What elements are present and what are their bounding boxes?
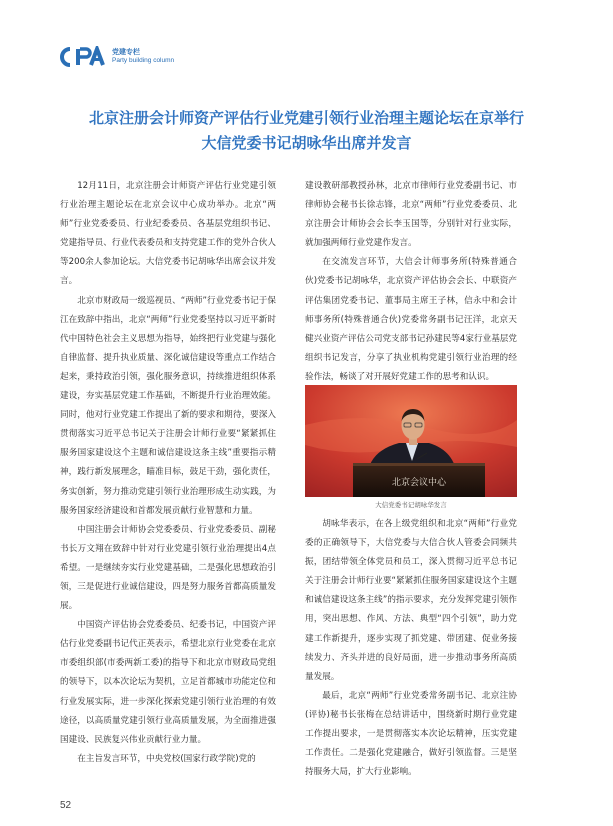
column-title: 党建专栏 (112, 48, 140, 56)
speaker-photo (305, 385, 517, 497)
paragraph: 胡咏华表示，在各上级党组织和北京“两师”行业党委的正确领导下，大信党委与大信合伙人管委会同频共振，团结带领全体党员和员工，深入贯彻习近平总书记关于注册会计师行业要“紧紧抓住服务国家建设这个主题和诚信建设这条主线”的指示要求，充分发挥党建引领作用，突出思想、作风、方法、典型“四个引领”，助力党建工作新提升，逐步实现了抓党建、带团建、促业务接续发力、齐头并进的良好局面，进一步推动事务所高质量发展。 (305, 519, 517, 682)
podium-sign-text: 北京会议中心 (391, 478, 447, 488)
left-column (60, 177, 276, 769)
right-column-bottom (305, 515, 517, 782)
article-title-line-2: 大信党委书记胡咏华出席并发言 (201, 134, 412, 152)
right-column-top (305, 177, 517, 387)
paragraph: 北京市财政局一级巡视员、“两师”行业党委书记于保江在致辞中指出，北京“两师”行业党委坚持以习近平新时代中国特色社会主义思想为指导，始终把行业党建与强化自律监督、提升执业质量、深化诚信建设等重点工作结合起来，秉持政治引领，强化服务意识，持续推进组织体系建设，夯实基层党建工作基础，不断提升行业治理效能。同时，他对行业党建工作提出了新的要求和期待，要深入贯彻落实习近平总书记关于注册会计师行业要“紧紧抓住服务国家建设这个主题和诚信建设这条主线”重要指示精神，践行新发展理念，瞄准目标，鼓足干劲，强化责任，务实创新，努力推动党建引领行业治理形成生动实践，为服务国家经济建设和首都发展贡献行业智慧和力量。 (60, 295, 276, 516)
cpa-logo-icon (60, 46, 108, 68)
paragraph: 在交流发言环节，大信会计师事务所(特殊普通合伙)党委书记胡咏华，北京资产评估协会会长、中联资产评估集团党委书记、董事局主席王子林，信永中和会计师事务所(特殊普通合伙)党委常务副书记汪洋，北京天健兴业资产评估公司党支部书记孙建民等4家行业基层党组织书记发言，分享了执业机构党建引领行业治理的经验作法，畅谈了对开展好党建工作的思考和认识。 (305, 257, 517, 382)
paragraph: 12月11日，北京注册会计师资产评估行业党建引领行业治理主题论坛在北京会议中心成功举办。北京“两师”行业党委委员、行业纪委委员、各基层党组织书记、党建指导员、行业代表委员和支持党建工作的党外合伙人等200余人参加论坛。大信党委书记胡咏华出席会议并发言。 (60, 181, 276, 287)
article-title-line-1: 北京注册会计师资产评估行业党建引领行业治理主题论坛在京举行 (88, 109, 524, 127)
column-subtitle: Party building column (112, 57, 175, 64)
photo-caption: 大信党委书记胡咏华发言 (375, 501, 447, 509)
paragraph: 最后，北京“两师”行业党委常务副书记、北京注协(评协)秘书长张梅在总结讲话中，围绕新时期行业党建工作提出要求，一是贯彻落实本次论坛精神，压实党建工作责任。二是强化党建融合，做好引领监督。三是坚持服务大局，扩大行业影响。 (305, 690, 517, 778)
paragraph: 建设教研部教授孙林，北京市律师行业党委副书记、市律师协会秘书长徐志锋，北京“两师”行业党委委员、北京注册会计师协会会长李玉国等，分别针对行业实际，就加强两师行业党建作发言。 (305, 181, 517, 249)
paragraph: 中国资产评估协会党委委员、纪委书记，中国资产评估行业党委副书记代正英表示，希望北京行业党委在北京市委组织部(市委两新工委)的指导下和北京市财政局党组的领导下，以本次论坛为契机，立足首都城市功能定位和行业发展实际，进一步深化探索党建引领行业治理的有效途径，以高质量党建引领行业高质量发展，为全面推进强国建设、民族复兴伟业贡献行业力量。 (60, 620, 276, 745)
page-number: 52 (60, 800, 72, 811)
paragraph: 中国注册会计师协会党委委员、行业党委委员、副秘书长万文翔在致辞中针对行业党建引领行业治理提出4点希望。一是继续夯实行业党建基础，二是强化思想政治引领，三是促进行业诚信建设，四是努力服务首都高质量发展。 (60, 524, 276, 612)
paragraph: 在主旨发言环节，中央党校(国家行政学院)党的 (77, 753, 256, 764)
